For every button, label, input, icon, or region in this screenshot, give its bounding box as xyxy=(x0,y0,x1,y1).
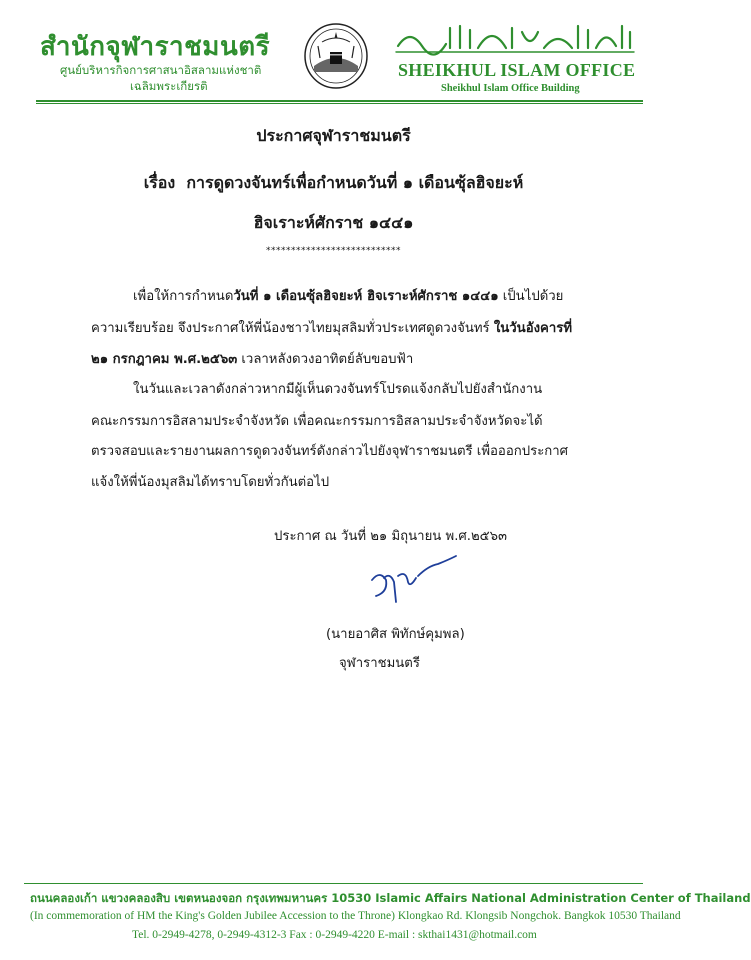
subject-text: การดูดวงจันทร์เพื่อกำหนดวันที่ ๑ เดือนซุ้ลฮิจยะห์ xyxy=(186,173,524,192)
letterhead xyxy=(0,0,667,104)
footer-commemoration-line: (In commemoration of HM the King's Golden Jubilee Accession to the Throne) Klongkao Rd. Klongsib Nongchok. Bangkok 10530 Thailand xyxy=(30,910,681,922)
office-subtitle-thai-2: เฉลิมพระเกียรติ xyxy=(130,79,208,93)
footer-address-line: ถนนคลองเก้า แขวงคลองสิบ เขตหนองจอก กรุงเทพมหานคร 10530 Islamic Affairs National Administration Center of Thailand xyxy=(30,891,751,905)
text-run: เพื่อให้การกำหนด xyxy=(133,289,234,304)
arabic-calligraphy-logo xyxy=(392,20,638,56)
subject-prefix: เรื่อง xyxy=(143,173,176,192)
handwritten-signature xyxy=(366,552,458,608)
announcement-subject xyxy=(0,171,667,196)
signatory-position: จุฬาราชมนตรี xyxy=(339,656,420,671)
bold-date-text: วันที่ ๑ เดือนซุ้ลฮิจยะห์ ฮิจเราะห์ศักราช ๑๔๔๑ xyxy=(233,289,499,304)
text-run: เวลาหลังดวงอาทิตย์ลับขอบฟ้า xyxy=(237,352,414,367)
paragraph-1-line-1 xyxy=(133,285,563,306)
star-separator: *************************** xyxy=(266,246,401,256)
paragraph-2-line-4: แจ้งให้พี่น้องมุสลิมได้ทราบโดยทั่วกันต่อไป xyxy=(91,475,330,490)
announcement-heading: ประกาศจุฬาราชมนตรี xyxy=(256,126,411,145)
bold-date-text: ๒๑ กรกฎาคม พ.ศ.๒๕๖๓ xyxy=(91,352,238,367)
paragraph-1-line-3 xyxy=(91,348,413,369)
signatory-name: (นายอาศิส พิทักษ์คุมพล) xyxy=(326,627,465,642)
building-name-english: Sheikhul Islam Office Building xyxy=(441,83,580,94)
footer-contact-line: Tel. 0-2949-4278, 0-2949-4312-3 Fax : 0-2949-4220 E-mail : skthai1431@hotmail.com xyxy=(132,929,537,941)
paragraph-2-line-2: คณะกรรมการอิสลามประจำจังหวัด เพื่อคณะกรรมการอิสลามประจำจังหวัดจะได้ xyxy=(91,414,543,429)
office-subtitle-thai-1: ศูนย์บริหารกิจการศาสนาอิสลามแห่งชาติ xyxy=(60,63,262,77)
bold-day-text: ในวันอังคารที่ xyxy=(493,321,573,336)
paragraph-1-line-2 xyxy=(91,317,572,338)
text-run: เป็นไปด้วย xyxy=(498,289,564,304)
announcement-date: ประกาศ ณ วันที่ ๒๑ มิถุนายน พ.ศ.๒๕๖๓ xyxy=(274,529,508,544)
header-divider xyxy=(36,100,643,102)
paragraph-2-line-1: ในวันและเวลาดังกล่าวหากมีผู้เห็นดวงจันทร์โปรดแจ้งกลับไปยังสำนักงาน xyxy=(133,382,543,397)
footer-divider xyxy=(24,883,643,884)
office-name-english: SHEIKHUL ISLAM OFFICE xyxy=(398,60,636,80)
office-emblem-logo xyxy=(302,20,370,90)
paragraph-2-line-3: ตรวจสอบและรายงานผลการดูดวงจันทร์ดังกล่าวไปยังจุฬาราชมนตรี เพื่อออกประกาศ xyxy=(91,444,569,459)
announcement-subject-line2: ฮิจเราะห์ศักราช ๑๔๔๑ xyxy=(253,213,414,232)
text-run: ความเรียบร้อย จึงประกาศให้พี่น้องชาวไทยมุสลิมทั่วประเทศดูดวงจันทร์ xyxy=(91,321,494,336)
header-divider-thin xyxy=(36,103,643,104)
office-name-thai: สำนักจุฬาราชมนตรี xyxy=(40,32,271,62)
